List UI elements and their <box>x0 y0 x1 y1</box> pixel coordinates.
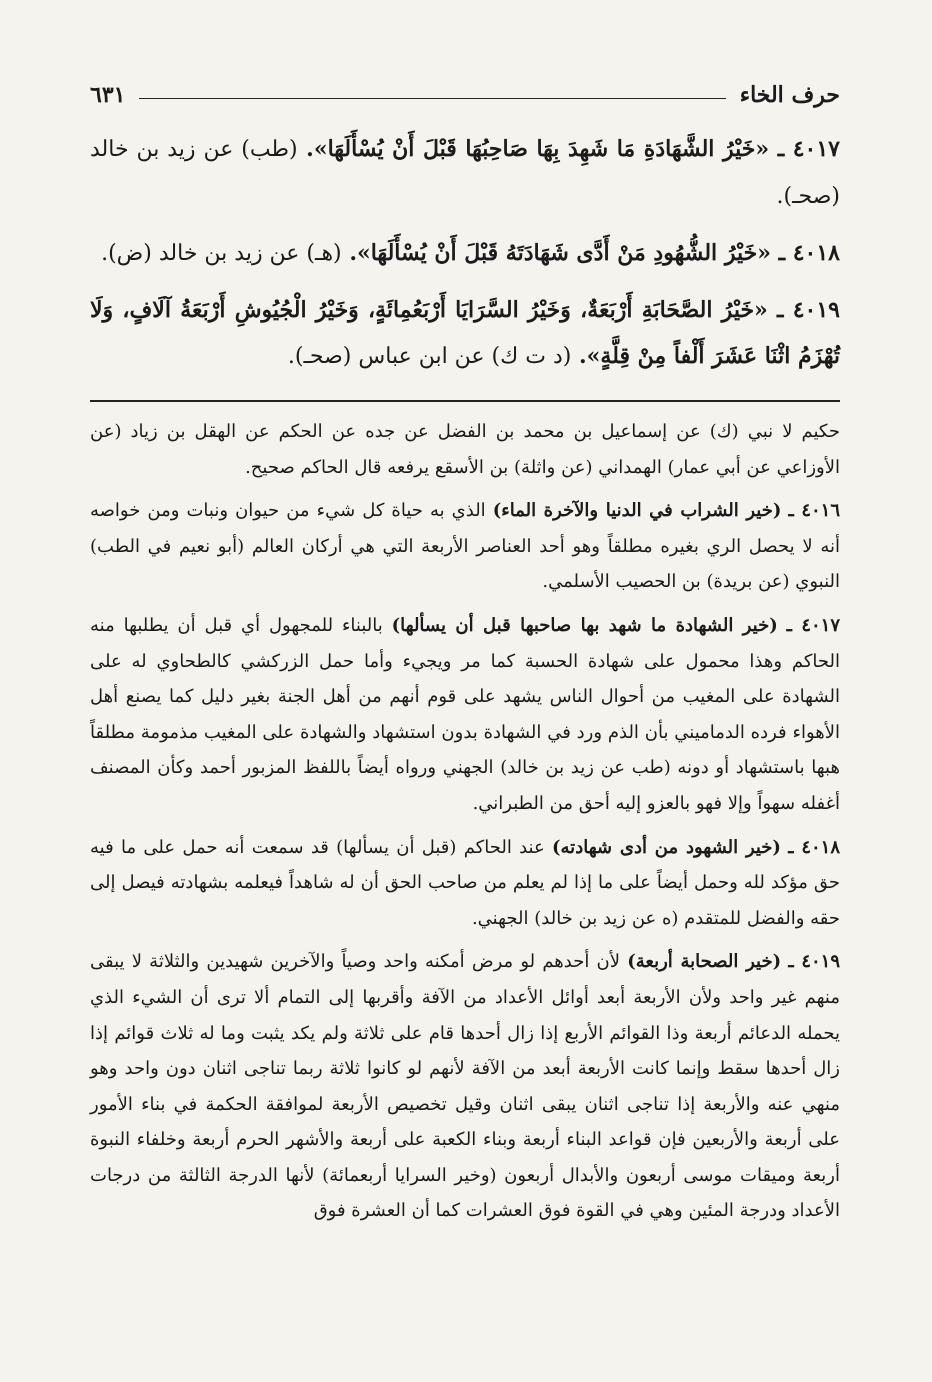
commentary-lemma: (خير الشهود من أدى شهادته) <box>552 836 781 858</box>
commentary-text: بالبناء للمجهول أي قبل أن يطلبها منه الحاكم وهذا محمول على شهادة الحسبة كما مر ويجيء وأما حمل الزركشي كالطحاوي له على الشهادة على المغيب من أحوال الناس يشهد على قوم أنهم من أهل الجنة بغير دليل كما يصنع أهل الأهواء فرده الدماميني بأن الذم ورد في الشهادة بدون استشهاد والشهادة على المغيب مذمومة مطلقاً هبها باستشهاد أو دونه (طب عن زيد بن خالد) الجهني ورواه أيضاً باللفظ المزبور أحمد وكأن المصنف أغفله سهواً وإلا فهو بالعزو إليه أحق من الطبراني. <box>90 614 840 814</box>
commentary-paragraph <box>90 944 840 1229</box>
hadith-source: (هـ) عن زيد بن خالد (ض). <box>101 241 342 266</box>
commentary-number: ٤٠١٦ ـ <box>788 500 840 522</box>
commentary-text: الذي به حياة كل شيء من حيوان ونبات ومن خواصه أنه لا يحصل الري بغيره مطلقاً وهو أحد العناصر الأربعة التي هي أركان العالم (أبو نعيم في الطب) النبوي (عن بريدة) بن الحصيب الأسلمي. <box>90 500 840 593</box>
commentary-lemma: (خير الصحابة أربعة) <box>627 951 782 973</box>
chapter-title: حرف الخاء <box>739 82 840 108</box>
hadith-entry <box>90 230 840 277</box>
commentary-section <box>90 414 840 1229</box>
hadith-number: ٤٠١٧ ـ <box>777 136 840 162</box>
commentary-paragraph <box>90 414 840 485</box>
header-rule <box>139 98 725 99</box>
commentary-text: لأن أحدهم لو مرض أمكنه واحد وصياً والآخرين شهيدين والثلاثة لا يبقى منهم غير واحد ولأن الأربعة أبعد أوائل الأعداد من الآفة وأقربها إلى التمام ألا ترى أن الشيء الذي يحمله الدعائم أربعة وذا القوائم الأربع إذا زال أحدها قام على ثلاثة ولم يكد يثبت وما له ثلاث قوائم إذا زال أحدها سقط وإنما كانت الأربعة أبعد من الآفة لأنهم لو كانوا ثلاثة ربما تناجى اثنان دون واحد وهو منهي عنه والأربعة إذا تناجى اثنان يبقى اثنان وقيل تخصيص الأربعة لموافقة الحكمة في بناء الأمور على أربعة والأربعين فإن قواعد البناء أربعة وبناء الكعبة على أربعة والأشهر الحرم أربعة وخلفاء النبوة أربعة وميقات موسى أربعون والأبدال أربعون (وخير السرايا أربعمائة) لأنها الدرجة الثالثة من درجات الأعداد ودرجة المئين وهي في القوة فوق العشرات كما أن العشرة فوق <box>90 951 840 1222</box>
hadith-number: ٤٠١٨ ـ <box>778 240 840 266</box>
commentary-number: ٤٠١٨ ـ <box>788 836 840 858</box>
commentary-paragraph <box>90 493 840 600</box>
hadith-text: «خَيْرُ الشَّهَادَةِ مَا شَهِدَ بِهَا صَاحِبُهَا قَبْلَ أَنْ يُسْأَلَهَا». <box>306 136 770 162</box>
hadith-source: (طب) عن زيد بن خالد (صحـ). <box>90 137 840 209</box>
commentary-text: حكيم لا نبي (ك) عن إسماعيل بن محمد بن الفضل عن جده عن الحكم عن الهقل بن زياد (عن الأوزاعي عن أبي عمار) الهمداني (عن واثلة) بن الأسقع يرفعه قال الحاكم صحيح. <box>90 421 840 478</box>
hadith-number: ٤٠١٩ ـ <box>777 297 840 323</box>
commentary-lemma: (خير الشراب في الدنيا والآخرة الماء) <box>492 500 782 522</box>
hadith-entry <box>90 126 840 220</box>
commentary-lemma: (خير الشهادة ما شهد بها صاحبها قبل أن يسألها) <box>391 614 778 636</box>
commentary-text: عند الحاكم (قبل أن يسألها) قد سمعت أنه حمل على ما فيه حق مؤكد لله وحمل أيضاً على ما إذا لم يعلم من صاحب الحق أن له شاهداً فيعلمه بشهادته فيصل إلى حقه والفضل للمتقدم (ه عن زيد بن خالد) الجهني. <box>90 836 840 929</box>
footnote-divider <box>90 400 840 402</box>
commentary-paragraph <box>90 608 840 822</box>
page-number: ٦٣١ <box>90 82 126 108</box>
commentary-paragraph <box>90 830 840 937</box>
commentary-number: ٤٠١٩ ـ <box>788 951 840 973</box>
hadith-source: (د ت ك) عن ابن عباس (صحـ). <box>287 344 572 369</box>
hadith-section <box>90 126 840 380</box>
running-head <box>90 72 840 108</box>
commentary-number: ٤٠١٧ ـ <box>786 614 840 636</box>
hadith-entry <box>90 287 840 380</box>
hadith-text: «خَيْرُ الشُّهُودِ مَنْ أَدَّى شَهَادَتَهُ قَبْلَ أَنْ يُسْأَلَهَا». <box>349 240 771 266</box>
hadith-text: «خَيْرُ الصَّحَابَةِ أَرْبَعَةٌ، وَخَيْرُ السَّرَايَا أَرْبَعُمِائَةٍ، وَخَيْرُ الْجُيُوشِ أَرْبَعَةُ آلَافٍ، وَلَا تُهْزَمُ اثْنَا عَشَرَ أَلْفاً مِنْ قِلَّةٍ». <box>90 297 840 369</box>
